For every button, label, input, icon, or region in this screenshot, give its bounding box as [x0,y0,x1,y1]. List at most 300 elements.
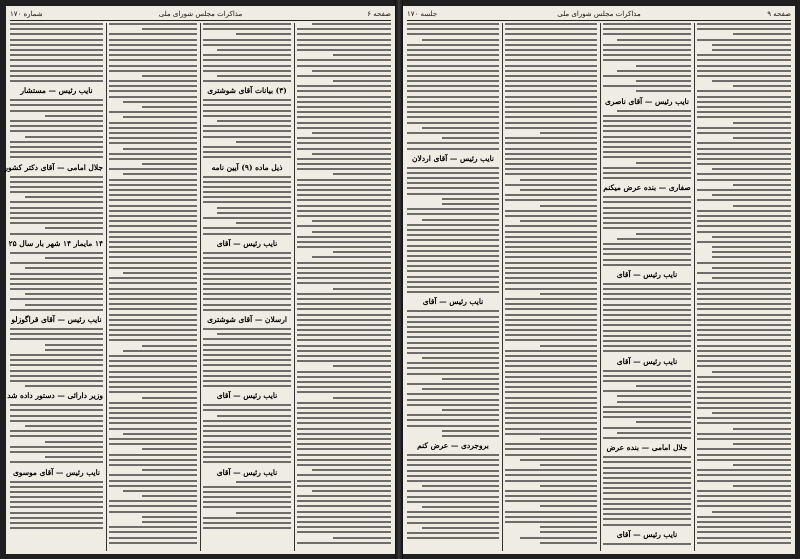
speaker-heading: نایب رئیس — آقای [216,467,278,477]
body-text-line [10,430,103,432]
body-text-line [505,298,597,300]
body-text-line [297,199,391,201]
body-text-line [505,158,597,160]
body-text-line [697,241,791,243]
body-text-line [505,474,597,476]
body-text-line [203,435,291,437]
body-text-line [203,370,291,372]
body-text-line [603,288,691,290]
body-text-line [407,362,499,364]
body-text-line [109,391,197,393]
body-text-line [10,506,103,508]
body-text-line [603,167,691,169]
body-text-line [407,142,499,144]
body-text-line [10,354,103,356]
body-text-line [109,422,197,424]
body-text-line [203,430,291,432]
body-text-line [540,345,597,347]
body-text-line [712,236,791,238]
body-text-line [297,360,391,362]
body-text-line [297,116,391,118]
body-text-line [10,522,103,524]
body-text-line [505,402,597,404]
body-text-line [697,101,791,103]
body-text-line [733,205,791,207]
body-text-line [697,158,791,160]
body-text-line [407,470,499,472]
body-text-line [10,212,103,214]
body-text-line [297,142,391,144]
body-text-line [733,33,791,35]
body-text-line [203,404,291,406]
body-text-line [407,245,499,247]
body-text-line [217,415,291,417]
body-text-line [45,115,103,117]
body-text-line [407,224,499,226]
body-text-line [236,33,291,35]
left-page-header [10,8,391,21]
body-text-line [407,399,499,401]
body-text-line [109,459,197,461]
body-text-line [333,288,391,290]
book-gutter [395,0,403,559]
body-text-line [603,33,691,35]
body-text-line [203,70,291,72]
body-text-line [407,516,499,518]
body-text-line [733,122,791,124]
right-page-columns [407,23,791,551]
body-text-line [10,252,103,254]
body-text-line [109,246,197,248]
body-text-line [297,75,391,77]
speaker-heading: نایب رئیس — آقای [216,391,278,401]
body-text-line [312,256,391,258]
body-text-line [203,298,291,300]
body-text-line [407,23,499,25]
body-text-line [109,505,197,507]
body-text-line [45,257,103,259]
body-text-line [617,238,691,240]
body-text-line [109,339,197,341]
body-text-line [603,482,691,484]
body-text-line [109,303,197,305]
body-text-line [505,267,597,269]
body-text-line [603,518,691,520]
body-text-line [109,381,197,383]
body-text-line [203,217,291,219]
body-text-line [407,96,499,98]
body-text-line [422,39,499,41]
body-text-line [109,454,197,456]
body-text-line [109,355,197,357]
body-text-line [505,241,597,243]
body-text-line [603,390,691,392]
body-text-line [697,505,791,507]
body-text-line [109,319,197,321]
body-text-line [10,420,103,422]
body-text-line [312,70,391,72]
body-text-line [10,328,103,330]
body-text-line [203,181,291,183]
body-text-line [109,59,197,61]
body-text-line [603,212,691,214]
body-text-line [203,349,291,351]
body-text-line [203,354,291,356]
body-text-line [407,54,499,56]
body-text-line [203,364,291,366]
body-text-line [407,532,499,534]
body-text-line [297,391,391,393]
body-text-line [203,273,291,275]
body-text-line [697,469,791,471]
body-text-line [297,485,391,487]
body-text-line [505,194,597,196]
body-text-line [109,360,197,362]
body-text-line [109,39,197,41]
body-text-line [25,267,103,269]
body-text-line [712,251,791,253]
body-text-line [203,44,291,46]
body-text-line [109,324,197,326]
body-text-line [109,443,197,445]
body-text-line [297,137,391,139]
body-text-line [697,391,791,393]
body-text-line [505,44,597,46]
body-text-line [407,44,499,46]
body-text-line [697,397,791,399]
body-text-line [697,417,791,419]
body-text-line [422,219,499,221]
body-text-line [422,357,499,359]
body-text-line [407,342,499,344]
body-text-line [505,210,597,212]
speaker-heading: نایب رئیس — آقای [616,529,678,539]
body-text-line [407,321,499,323]
body-text-line [603,293,691,295]
body-text-line [25,385,103,387]
body-text-line [142,28,197,30]
body-text-line [697,376,791,378]
body-text-line [297,511,391,513]
body-text-line [123,490,197,492]
body-text-line [45,227,103,229]
body-text-line [407,75,499,77]
body-text-line [109,231,197,233]
body-text-line [603,319,691,321]
body-text-line [10,120,103,122]
body-text-line [297,96,391,98]
body-text-line [407,260,499,262]
body-text-line [505,96,597,98]
body-text-line [697,521,791,523]
body-text-line [603,130,691,132]
body-text-line [540,205,597,207]
body-text-line [10,375,103,377]
body-text-line [407,28,499,30]
body-text-line [109,464,197,466]
body-text-line [603,177,691,179]
body-text-line [297,225,391,227]
body-text-line [697,360,791,362]
body-text-line [603,141,691,143]
body-text-line [297,500,391,502]
body-text-line [10,125,103,127]
body-text-line [203,456,291,458]
body-text-line [297,381,391,383]
body-text-line [297,516,391,518]
body-text-line [142,516,197,518]
body-text-line [109,526,197,528]
column [505,23,597,551]
body-text-line [109,70,197,72]
body-text-line [505,70,597,72]
body-text-line [312,231,391,233]
body-text-line [297,298,391,300]
body-text-line [297,215,391,217]
body-text-line [297,163,391,165]
body-text-line [407,255,499,257]
body-text-line [407,475,499,477]
body-text-line [603,345,691,347]
body-text-line [109,205,197,207]
body-text-line [540,526,597,528]
body-text-line [203,446,291,448]
body-text-line [505,231,597,233]
body-text-line [297,371,391,373]
body-text-line [203,136,291,138]
body-text-line [25,293,103,295]
body-text-line [603,350,691,352]
body-text-line [407,187,499,189]
body-text-line [505,511,597,513]
body-text-line [109,158,197,160]
body-text-line [10,207,103,209]
body-text-line [312,490,391,492]
body-text-line [10,370,103,372]
body-text-line [505,137,597,139]
body-text-line [312,469,391,471]
body-text-line [297,526,391,528]
body-text-line [505,272,597,274]
body-text-line [603,411,691,413]
body-text-line [10,65,103,67]
body-text-line [505,350,597,352]
body-text-line [109,132,197,134]
body-text-line [10,273,103,275]
body-text-line [697,272,791,274]
body-text-line [109,438,197,440]
body-text-line [505,49,597,51]
body-text-line [540,132,597,134]
body-text-line [109,293,197,295]
body-text-line [505,319,597,321]
body-text-line [603,467,691,469]
body-text-line [697,402,791,404]
body-text-line [109,402,197,404]
body-text-line [297,168,391,170]
body-text-line [733,428,791,430]
body-text-line [203,409,291,411]
body-text-line [109,122,197,124]
body-text-line [603,28,691,30]
body-text-line [697,319,791,321]
body-text-line [407,85,499,87]
body-text-line [697,127,791,129]
speaker-heading: ارسلان — آقای شوشتری [207,315,287,324]
body-text-line [505,516,597,518]
body-text-line [203,110,291,112]
body-text-line [10,201,103,203]
body-text-line [603,375,691,377]
body-text-line [297,448,391,450]
body-text-line [10,44,103,46]
body-text-line [10,75,103,77]
body-text-line [297,122,391,124]
body-text-line [407,383,499,385]
body-text-line [10,446,103,448]
body-text-line [203,28,291,30]
body-text-line [712,267,791,269]
body-text-line [442,409,499,411]
speaker-heading: نایب رئیس — آقای ناصری [605,96,689,106]
body-text-line [203,527,291,529]
body-text-line [407,33,499,35]
speaker-heading: نایب رئیس — آقای اردلان [412,153,494,163]
body-text-line [733,485,791,487]
body-text-line [109,542,197,544]
body-text-line [109,251,197,253]
body-text-line [603,49,691,51]
body-text-line [333,397,391,399]
body-text-line [697,148,791,150]
body-text-line [505,106,597,108]
body-text-line [520,189,597,191]
body-text-line [10,262,103,264]
body-text-line [297,407,391,409]
body-text-line [407,367,499,369]
body-text-line [10,415,103,417]
body-text-line [109,288,197,290]
body-text-line [25,304,103,306]
body-text-line [407,65,499,67]
body-text-line [505,184,597,186]
body-text-line [10,156,103,158]
body-text-line [603,340,691,342]
body-text-line [123,272,197,274]
body-text-line [203,425,291,427]
body-text-line [603,259,691,261]
body-text-line [10,80,103,82]
body-text-line [697,65,791,67]
body-text-line [505,500,597,502]
body-text-line [697,516,791,518]
body-text-line [203,146,291,148]
body-text-line [203,441,291,443]
body-text-line [297,262,391,264]
body-text-line [203,176,291,178]
body-text-line [697,474,791,476]
body-text-line [505,324,597,326]
body-text-line [603,380,691,382]
body-text-line [407,59,499,61]
body-text-line [203,156,291,158]
body-text-line [697,54,791,56]
body-text-line [407,393,499,395]
body-text-line [697,111,791,113]
body-text-line [297,480,391,482]
body-text-line [407,414,499,416]
body-text-line [505,33,597,35]
body-text-line [505,246,597,248]
body-text-line [697,339,791,341]
body-text-line [217,49,291,51]
body-text-line [109,33,197,35]
body-text-line [297,184,391,186]
body-text-line [25,196,103,198]
body-text-line [603,477,691,479]
body-text-line [109,428,197,430]
body-text-line [203,283,291,285]
body-text-line [505,490,597,492]
body-text-line [297,179,391,181]
body-text-line [697,329,791,331]
body-text-line [407,276,499,278]
column [297,23,391,551]
body-text-line [407,172,499,174]
body-text-line [505,65,597,67]
body-text-line [505,448,597,450]
column [407,23,499,551]
body-text-line [10,404,103,406]
body-text-line [10,49,103,51]
body-text-line [10,181,103,183]
body-text-line [603,264,691,266]
body-text-line [520,220,597,222]
body-text-line [109,85,197,87]
body-text-line [603,370,691,372]
body-text-line [407,404,499,406]
body-text-line [603,508,691,510]
body-text-line [505,443,597,445]
body-text-line [109,256,197,258]
body-text-line [697,220,791,222]
body-text-line [697,324,791,326]
body-text-line [203,191,291,193]
body-text-line [203,517,291,519]
body-text-line [109,267,197,269]
body-text-line [617,39,691,41]
body-text-line [297,90,391,92]
body-text-line [297,39,391,41]
body-text-line [10,409,103,411]
body-text-line [733,443,791,445]
body-text-line [697,282,791,284]
body-text-line [203,293,291,295]
body-text-line [603,207,691,209]
body-text-line [540,485,597,487]
body-text-line [123,116,197,118]
body-text-line [10,481,103,483]
body-text-line [712,194,791,196]
body-text-line [297,65,391,67]
body-text-line [407,331,499,333]
body-text-line [203,522,291,524]
speaker-heading: نایب رئیس — آقای موسوی [12,467,101,477]
body-text-line [505,173,597,175]
body-text-line [236,141,291,143]
body-text-line [109,54,197,56]
body-text-line [109,236,197,238]
